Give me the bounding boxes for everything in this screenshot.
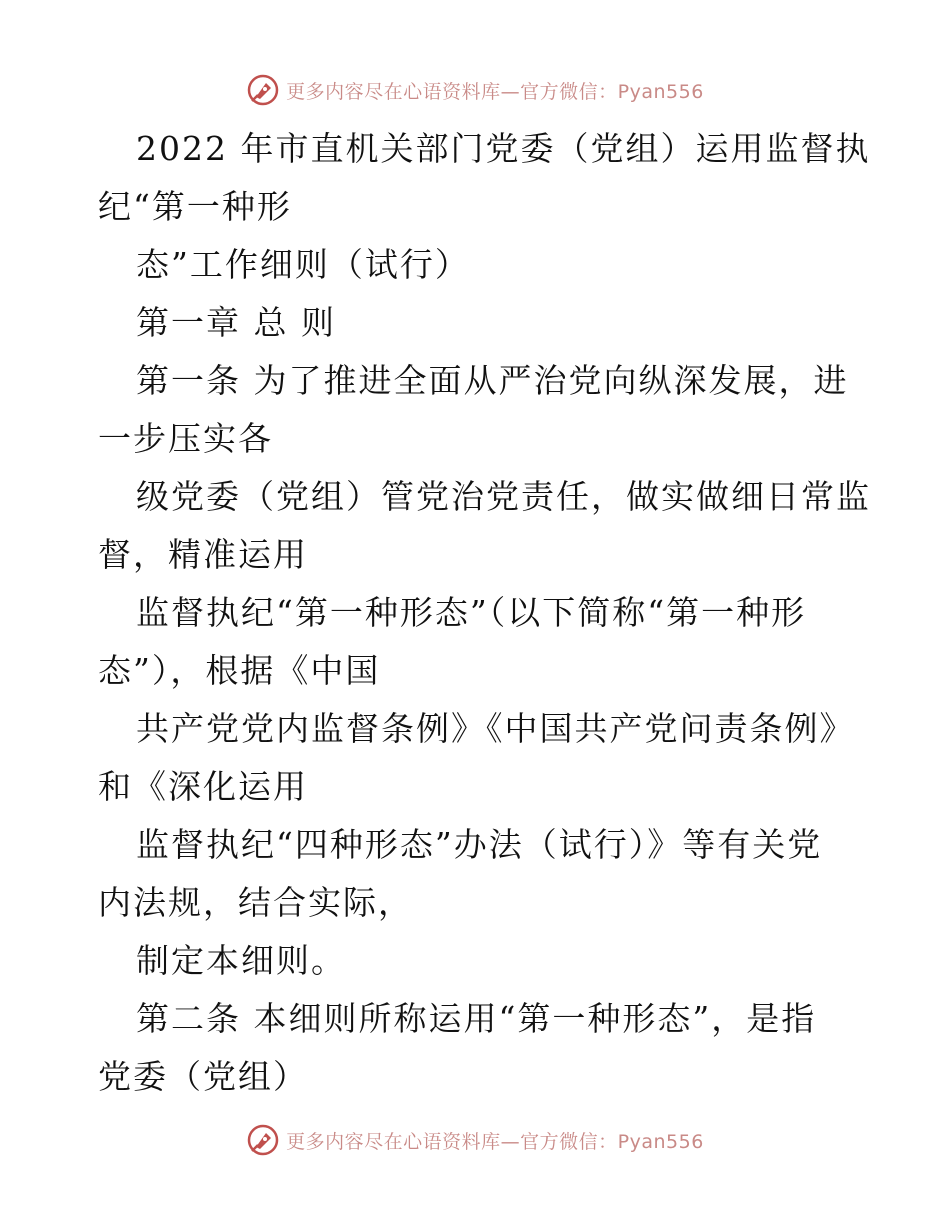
text-line: 级党委（党组）管党治党责任，做实做细日常监 [136,477,871,516]
text-line: 和《深化运用 [98,767,308,806]
text-line: 制定本细则。 [136,941,346,980]
chapter-heading: 第一章 总 则 [136,303,336,342]
text-line: 共产党党内监督条例》《中国共产党问责条例》 [136,709,855,748]
text-line: 党委（党组） [98,1057,308,1096]
watermark-text: 更多内容尽在心语资料库—官方微信：Pyan556 [286,1130,704,1153]
watermark-text: 更多内容尽在心语资料库—官方微信：Pyan556 [286,80,704,103]
text-line: 纪“第一种形 [98,187,292,226]
pen-nib-logo-icon [246,1123,280,1157]
text-line: 第二条 本细则所称运用“第一种形态”，是指 [136,999,817,1038]
text-line: 监督执纪“第一种形态”（以下简称“第一种形 [136,593,807,632]
text-line: 态”），根据《中国 [98,651,381,690]
text-line: 监督执纪“四种形态”办法（试行）》等有关党 [136,825,823,864]
text-line: 内法规，结合实际， [98,883,413,922]
text-line: 态”工作细则（试行） [136,245,470,284]
header-watermark [0,70,950,110]
text-line: 第一条 为了推进全面从严治党向纵深发展，进 [136,361,849,400]
text-line: 一步压实各 [98,419,273,458]
document-body [98,120,871,1106]
text-line: 2022 年市直机关部门党委（党组）运用监督执 [136,129,871,168]
footer-watermark [0,1120,950,1160]
text-line: 督，精准运用 [98,535,308,574]
pen-nib-logo-icon [246,73,280,107]
